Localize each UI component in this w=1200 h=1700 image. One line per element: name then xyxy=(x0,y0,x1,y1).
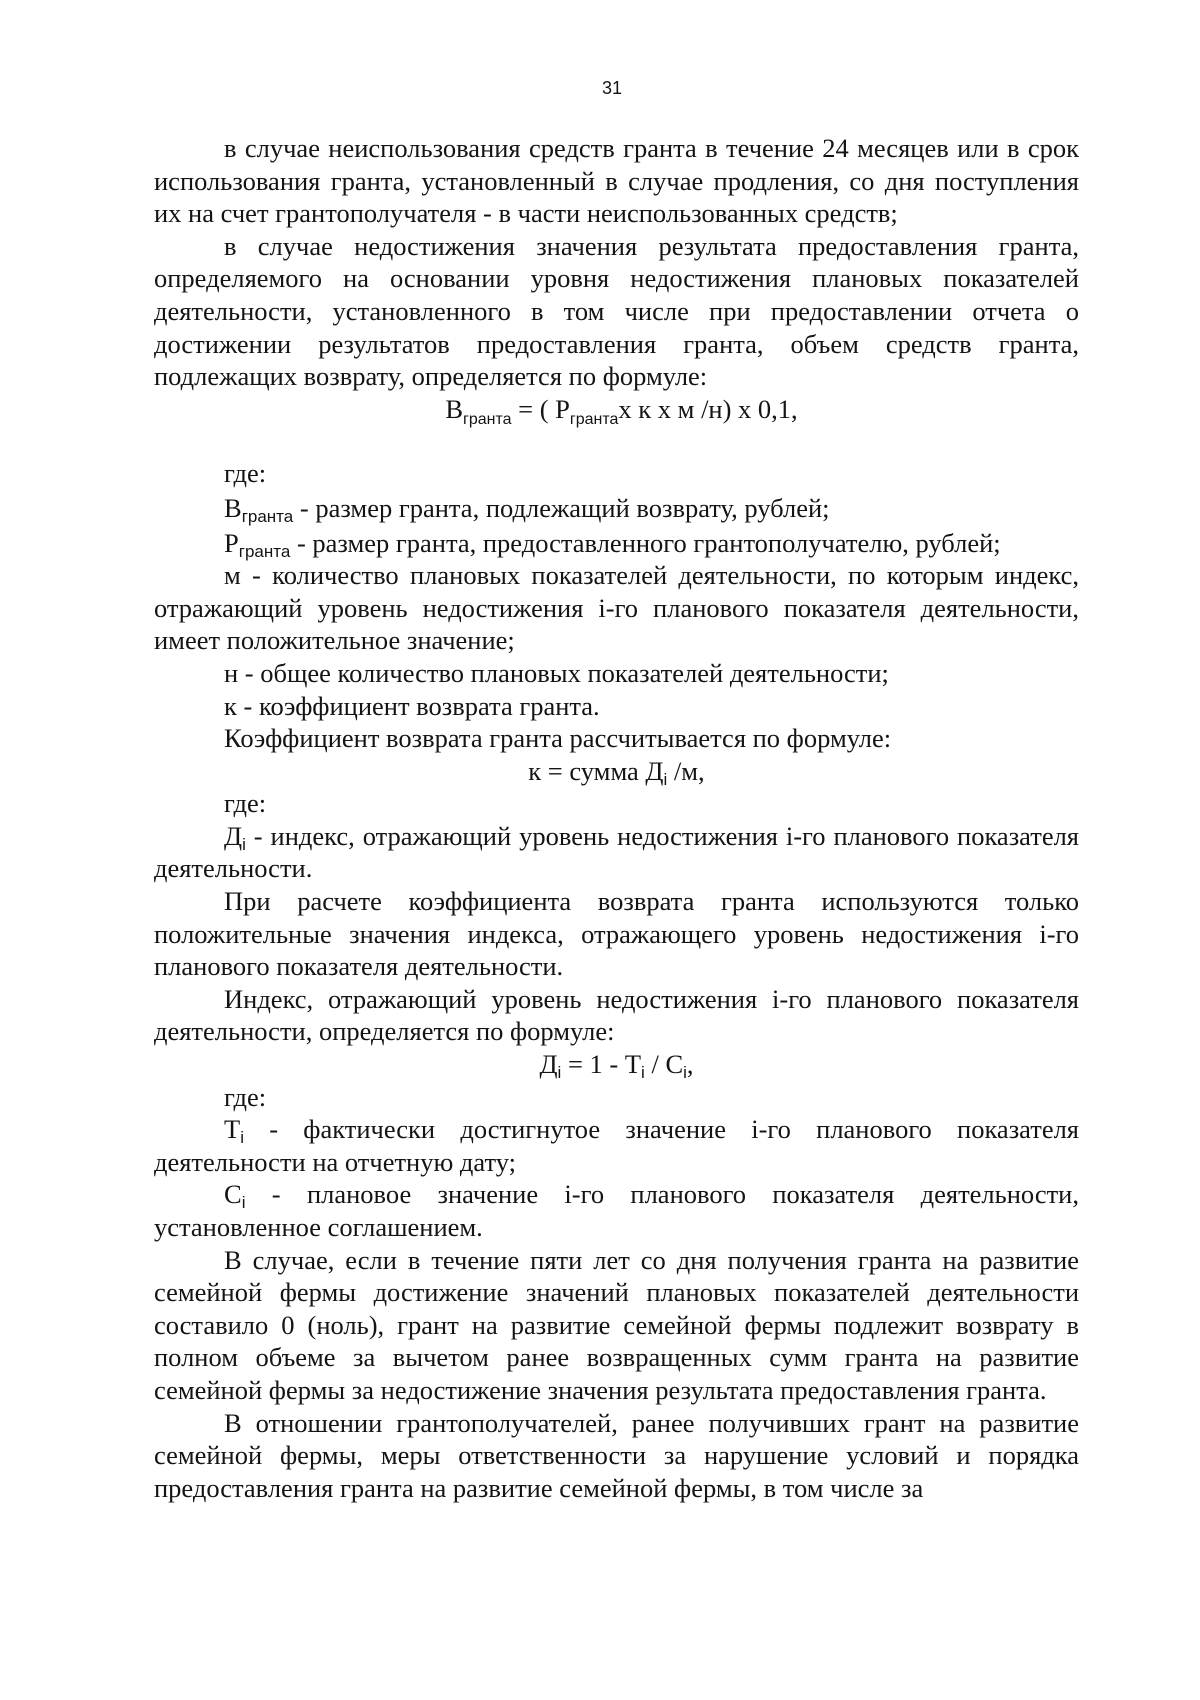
definition-k: к - коэффициент возврата гранта. xyxy=(224,690,600,721)
def-t-sub: i xyxy=(240,1128,244,1148)
definition-t xyxy=(154,1113,1079,1178)
formula1-v: В xyxy=(445,393,463,424)
where-label-2: где: xyxy=(224,788,267,819)
formula1-v-sub: гранта xyxy=(463,410,512,428)
where-label-1: где: xyxy=(224,458,267,489)
formula2-b: /м, xyxy=(667,755,705,786)
def-v-symbol: В xyxy=(224,492,242,523)
formula3-b-sub: i xyxy=(641,1063,645,1083)
formula3-c-sub: i xyxy=(683,1063,687,1083)
paragraph-calculation: При расчете коэффициента возврата гранта используются только положительные значения индекса, отражающего уровень недостижения i-го планового показателя деятельности. xyxy=(154,886,1079,982)
formula-coefficient xyxy=(154,755,1079,788)
paragraph-unused-funds: в случае неиспользования средств гранта в течение 24 месяцев или в срок использования гранта, установленный в случае продления, со дня поступления их на счет грантополучателя - в части неиспользованных средств; xyxy=(154,133,1079,229)
def-t-symbol: Т xyxy=(224,1114,241,1145)
def-r-symbol: Р xyxy=(224,527,239,558)
formula2-a: к = сумма Д xyxy=(528,755,664,786)
def-c-symbol: С xyxy=(224,1179,242,1210)
definition-n: н - общее количество плановых показателей деятельности; xyxy=(224,657,889,688)
formula-index xyxy=(154,1048,1079,1081)
formula2-sub: i xyxy=(663,769,668,789)
def-r-sub: гранта xyxy=(238,541,291,561)
formula1-tail: х к х м /н) х 0,1, xyxy=(618,393,798,424)
formula3-b: = 1 - Т xyxy=(561,1049,642,1080)
def-d-symbol: Д xyxy=(224,820,243,851)
paragraph-five-years: В случае, если в течение пяти лет со дня получения гранта на развитие семейной фермы достижение значений плановых показателей деятельности составило 0 (ноль), грант на развитие семейной фермы подлежит возврату в полном объеме за вычетом ранее возвращенных сумм гранта на развитие семейной фермы за недостижение значения результата предоставления гранта. xyxy=(154,1244,1079,1405)
paragraph-index: Индекс, отражающий уровень недостижения i-го планового показателя деятельности, определяется по формуле: xyxy=(154,983,1079,1047)
spacer xyxy=(154,425,1079,457)
def-c-text: - плановое значение i-го планового показателя деятельности, установленное соглашением. xyxy=(154,1179,1079,1242)
paragraph-underachievement: в случае недостижения значения результата предоставления гранта, определяемого на основании уровня недостижения плановых показателей деятельности, установленного в том числе при предоставлении отчета о достижении результатов предоставления гранта, объем средств гранта, подлежащих возврату, определяется по формуле: xyxy=(154,230,1079,392)
formula-grant-return xyxy=(154,393,1079,426)
formula3-a-sub: i xyxy=(557,1063,562,1083)
where-label-3: где: xyxy=(224,1081,267,1112)
document-body xyxy=(154,132,1079,1504)
definition-v xyxy=(154,492,1079,525)
formula1-r-sub: гранта xyxy=(569,410,619,428)
def-v-text: - размер гранта, подлежащий возврату, рублей; xyxy=(293,492,830,523)
def-d-sub: i xyxy=(242,834,246,854)
page-number: 31 xyxy=(601,78,623,98)
formula3-d: , xyxy=(686,1049,694,1080)
coefficient-intro: Коэффициент возврата гранта рассчитывается по формуле: xyxy=(224,723,892,754)
formula1-mid: = ( Р xyxy=(511,393,570,424)
formula3-c: / С xyxy=(644,1049,684,1080)
formula3-a: Д xyxy=(539,1049,558,1080)
definition-m: м - количество плановых показателей деятельности, по которым индекс, отражающий уровень недостижения i-го планового показателя деятельности, имеет положительное значение; xyxy=(154,560,1079,656)
def-r-text: - размер гранта, предоставленного грантополучателю, рублей; xyxy=(290,527,1001,558)
definition-r xyxy=(154,527,1079,560)
paragraph-previous-recipients: В отношении грантополучателей, ранее получивших грант на развитие семейной фермы, меры ответственности за нарушение условий и порядка предоставления гранта на развитие семейной фермы, в том числе за xyxy=(154,1407,1079,1503)
def-d-text: - индекс, отражающий уровень недостижения i-го планового показателя деятельности. xyxy=(154,820,1079,884)
def-c-sub: i xyxy=(241,1193,246,1213)
def-t-text: - фактически достигнутое значение i-го планового показателя деятельности на отчетную дату; xyxy=(154,1114,1079,1177)
definition-d xyxy=(154,820,1079,885)
def-v-sub: гранта xyxy=(241,506,294,526)
definition-c xyxy=(154,1178,1079,1243)
